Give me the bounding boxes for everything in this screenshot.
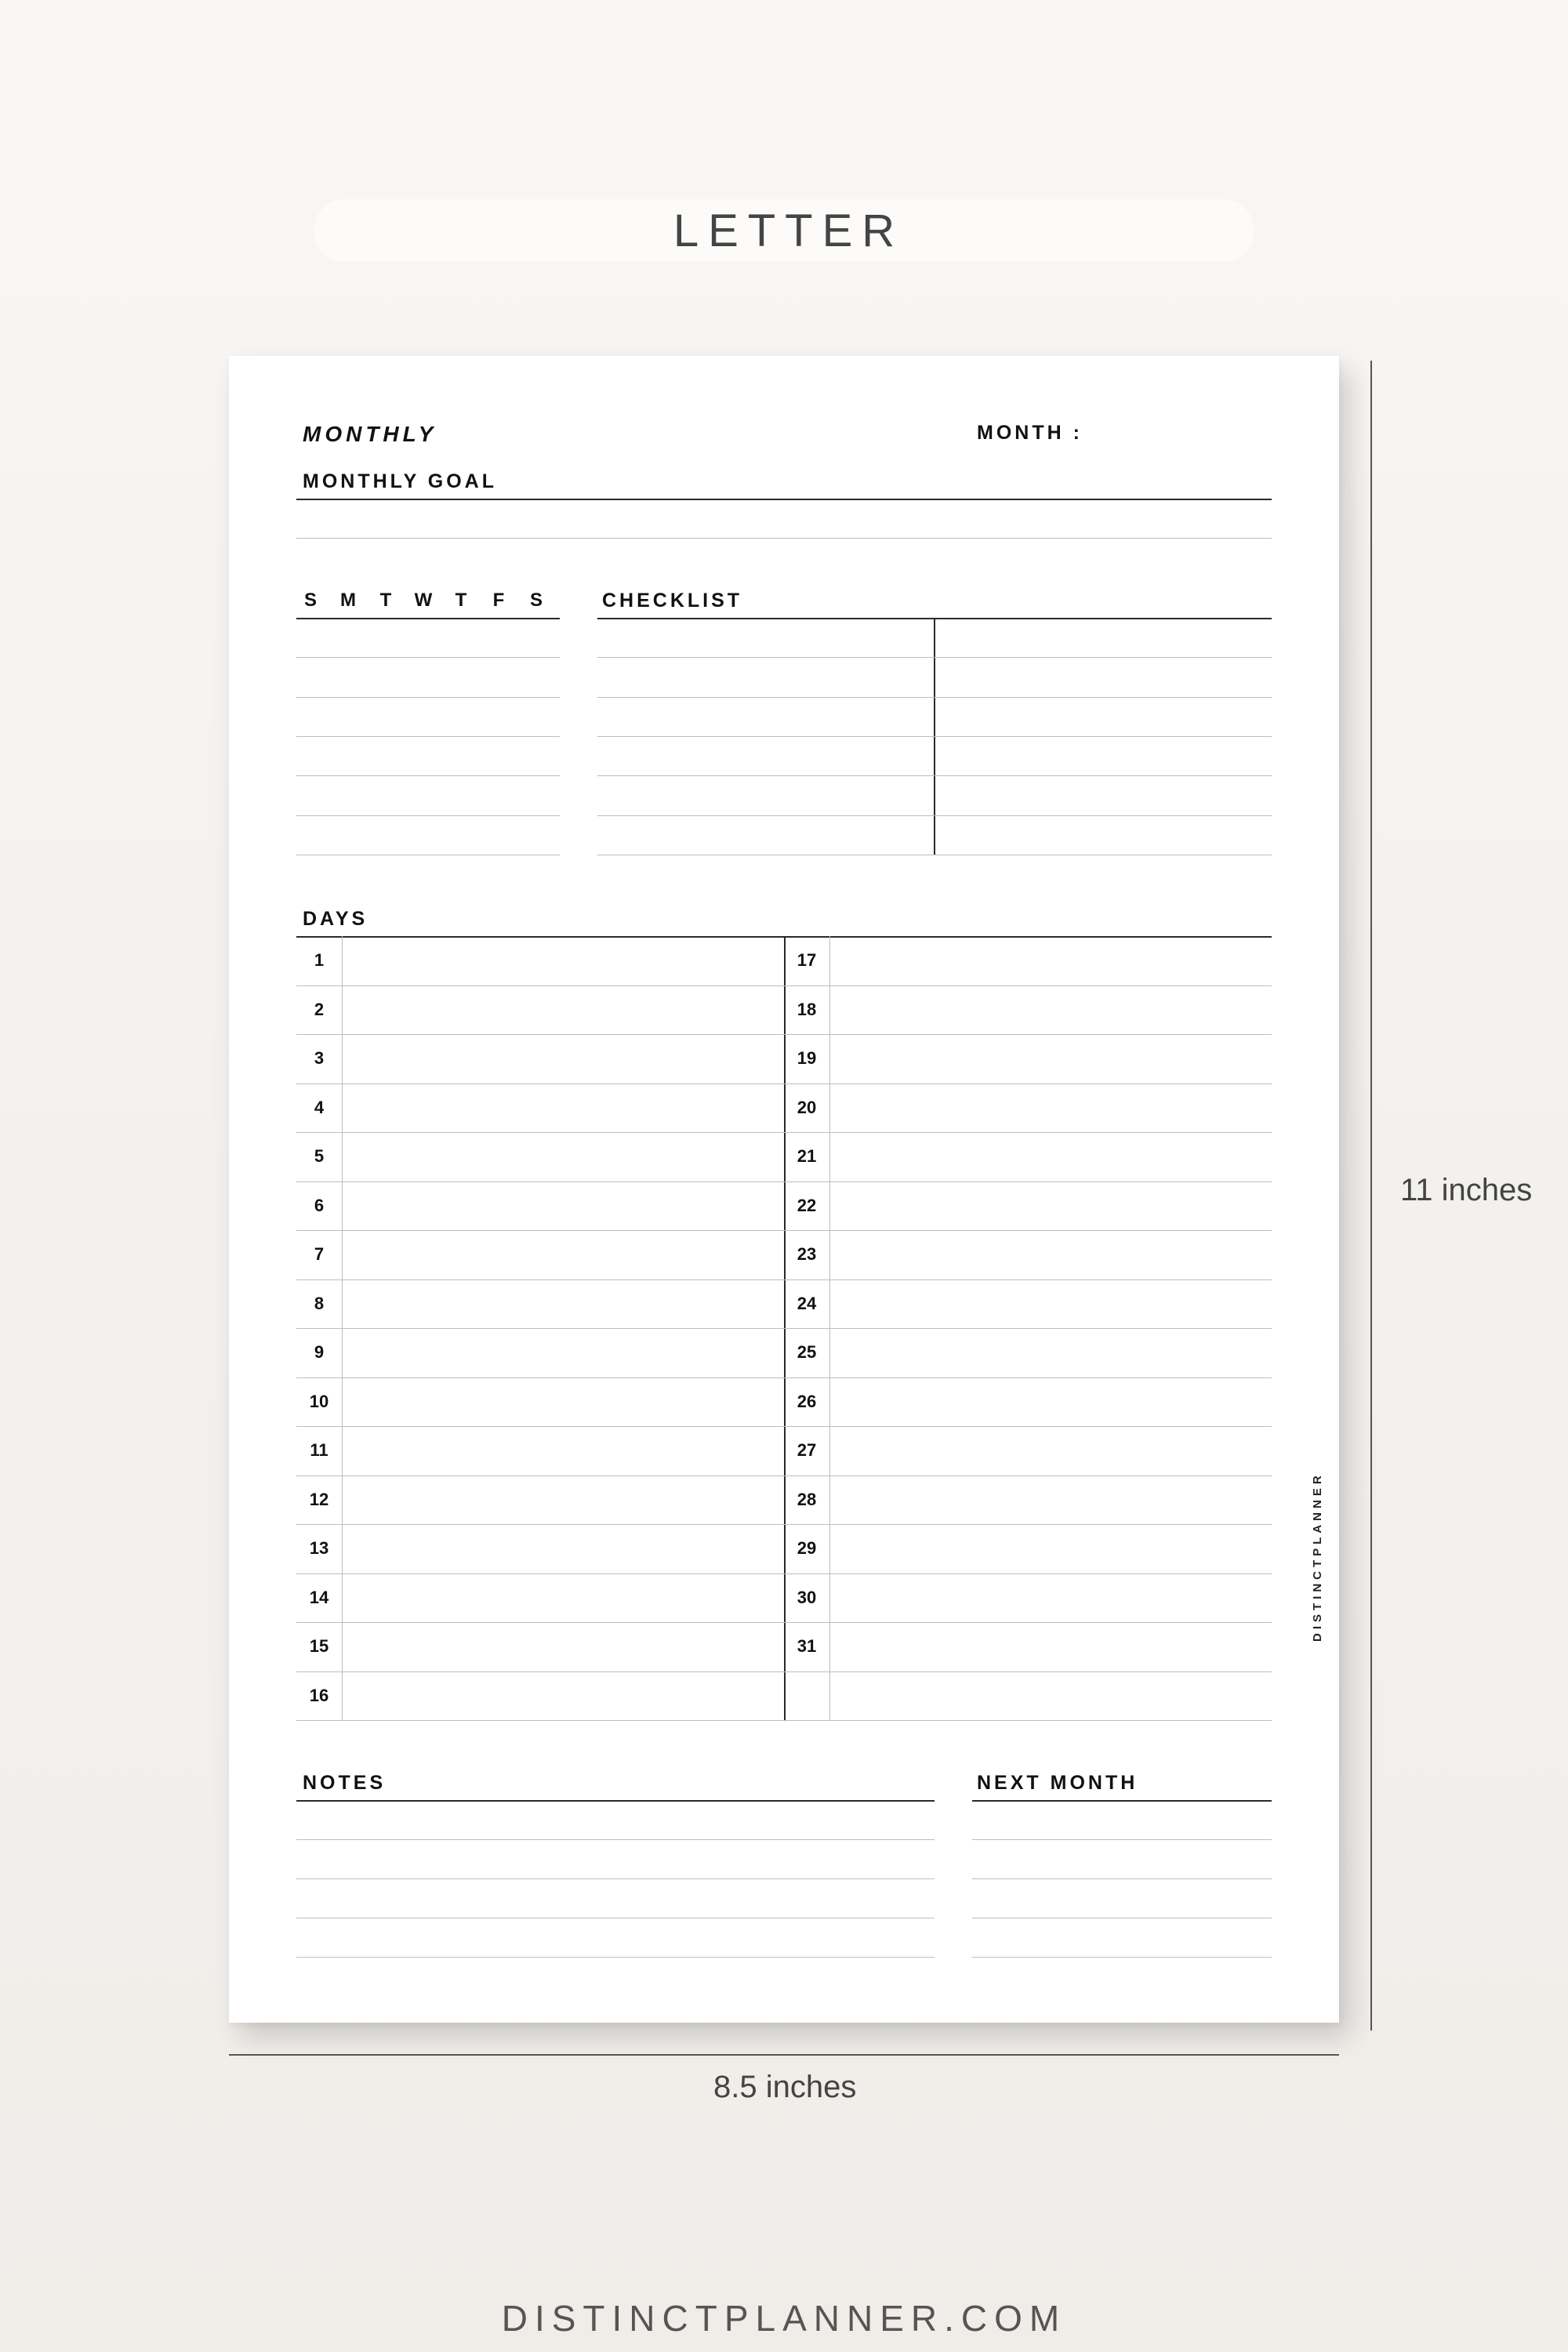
next-month-label: NEXT MONTH	[977, 1772, 1138, 1794]
day-number-right: 26	[797, 1391, 817, 1411]
day-number-right: 23	[797, 1244, 817, 1265]
mini-calendar-line	[296, 736, 560, 737]
weekday-letter: S	[529, 590, 543, 611]
planner-page	[229, 356, 1339, 2023]
paper-size-label: LETTER	[673, 205, 905, 256]
checklist-line	[597, 815, 1272, 816]
days-row-line	[296, 1230, 1272, 1231]
day-number-left: 5	[314, 1146, 325, 1167]
day-number-right: 31	[797, 1636, 817, 1657]
day-number-left: 12	[309, 1489, 329, 1509]
day-number-left: 16	[309, 1685, 329, 1705]
days-row-line	[296, 1573, 1272, 1574]
days-label: DAYS	[303, 908, 368, 930]
weekday-letter: T	[379, 590, 392, 611]
mini-calendar-line	[296, 815, 560, 816]
day-number-left: 1	[314, 950, 325, 971]
days-row-line	[296, 1622, 1272, 1623]
days-row-line	[296, 1132, 1272, 1133]
weekday-letter: T	[455, 590, 467, 611]
checklist-line	[597, 697, 1272, 698]
day-number-left: 2	[314, 999, 325, 1019]
month-label: MONTH :	[977, 422, 1083, 444]
day-number-right: 25	[797, 1342, 817, 1363]
checklist-line	[597, 657, 1272, 658]
day-number-right: 24	[797, 1293, 817, 1313]
paper-size-pill	[314, 199, 1254, 262]
footer-website: DISTINCTPLANNER.COM	[501, 2298, 1067, 2339]
days-row-line	[296, 985, 1272, 986]
notes-line	[296, 1957, 935, 1958]
day-number-right: 18	[797, 999, 817, 1019]
days-row-line	[296, 1328, 1272, 1329]
day-number-left: 6	[314, 1195, 325, 1215]
notes-line	[296, 1878, 935, 1879]
mini-calendar-line	[296, 775, 560, 776]
notes-rule	[296, 1800, 935, 1802]
day-number-right: 29	[797, 1538, 817, 1559]
days-row-line	[296, 1034, 1272, 1035]
day-number-right: 27	[797, 1440, 817, 1461]
width-dimension-label: 8.5 inches	[713, 2070, 857, 2104]
day-number-right: 21	[797, 1146, 817, 1167]
next-month-line	[972, 1957, 1272, 1958]
notes-line	[296, 1839, 935, 1840]
day-number-left: 3	[314, 1048, 325, 1069]
day-number-left: 7	[314, 1244, 325, 1265]
checklist-line	[597, 775, 1272, 776]
day-number-left: 14	[309, 1587, 329, 1607]
days-row-line	[296, 1083, 1272, 1084]
day-number-left: 4	[314, 1097, 325, 1117]
day-number-left: 8	[314, 1293, 325, 1313]
day-number-left: 9	[314, 1342, 325, 1363]
next-month-line	[972, 1878, 1272, 1879]
day-number-right: 22	[797, 1195, 817, 1215]
day-number-right: 17	[797, 950, 817, 971]
mini-calendar-line	[296, 697, 560, 698]
day-number-right: 20	[797, 1097, 817, 1117]
weekday-letter: S	[303, 590, 317, 611]
planner-title: MONTHLY	[303, 422, 437, 446]
next-month-line	[972, 1839, 1272, 1840]
days-row-line	[296, 1377, 1272, 1378]
height-dimension-label: 11 inches	[1400, 1173, 1533, 1207]
days-row-line	[296, 1720, 1272, 1721]
width-dimension-line	[229, 2054, 1339, 2056]
day-number-left: 13	[309, 1538, 329, 1559]
days-row-line	[296, 1279, 1272, 1280]
weekday-header	[303, 590, 543, 612]
height-dimension-line	[1370, 361, 1372, 2031]
notes-label: NOTES	[303, 1772, 387, 1794]
day-number-left: 10	[309, 1391, 329, 1411]
mini-calendar-rule	[296, 618, 560, 619]
day-number-left: 11	[310, 1440, 328, 1461]
day-number-right: 28	[797, 1489, 817, 1509]
day-number-right: 19	[797, 1048, 817, 1069]
days-row-line	[296, 1671, 1272, 1672]
monthly-goal-rule	[296, 499, 1272, 500]
checklist-label: CHECKLIST	[602, 590, 743, 612]
mini-calendar-line	[296, 657, 560, 658]
days-row-line	[296, 1524, 1272, 1525]
checklist-line	[597, 736, 1272, 737]
vertical-brand-text: DISTINCTPLANNER	[1311, 1472, 1324, 1642]
next-month-rule	[972, 1800, 1272, 1802]
weekday-letter: F	[492, 590, 505, 611]
day-number-right: 30	[797, 1587, 817, 1607]
monthly-goal-label: MONTHLY GOAL	[303, 470, 498, 492]
monthly-goal-line	[296, 538, 1272, 539]
days-row-line	[296, 1426, 1272, 1427]
days-row-line	[296, 1475, 1272, 1476]
weekday-letter: W	[414, 590, 433, 611]
days-row-line	[296, 1181, 1272, 1182]
weekday-letter: M	[340, 590, 356, 611]
day-number-left: 15	[309, 1636, 329, 1657]
